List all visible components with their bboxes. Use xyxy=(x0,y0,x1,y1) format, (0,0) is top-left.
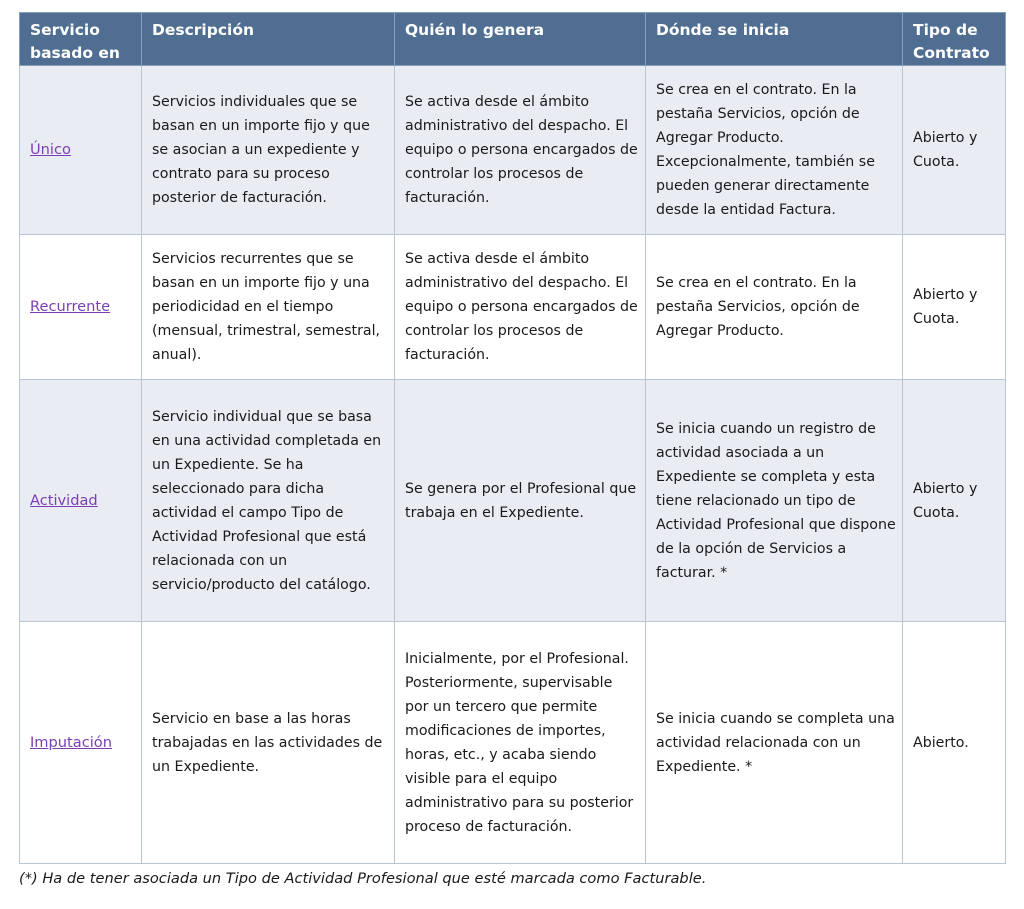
tipo-cell: Abierto y Cuota. xyxy=(903,380,1006,622)
table-row xyxy=(20,66,1006,235)
descripcion-cell: Servicio en base a las horas trabajadas en las actividades de un Expediente. xyxy=(142,622,395,864)
tipo-cell: Abierto y Cuota. xyxy=(903,235,1006,380)
table-header-row xyxy=(20,13,1006,66)
donde-cell: Se crea en el contrato. En la pestaña Servicios, opción de Agregar Producto. xyxy=(646,235,903,380)
servicio-link-recurrente[interactable]: Recurrente xyxy=(30,298,111,315)
descripcion-cell: Servicios individuales que se basan en un importe fijo y que se asocian a un expediente y contrato para su proceso posterior de facturación. xyxy=(142,66,395,235)
donde-cell: Se inicia cuando se completa una actividad relacionada con un Expediente. * xyxy=(646,622,903,864)
quien-cell: Se activa desde el ámbito administrativo del despacho. El equipo o persona encargados de controlar los procesos de facturación. xyxy=(395,235,646,380)
services-table xyxy=(19,12,1006,864)
header-donde: Dónde se inicia xyxy=(646,13,903,66)
donde-cell: Se inicia cuando un registro de actividad asociada a un Expediente se completa y esta tiene relacionado un tipo de Actividad Profesional que dispone de la opción de Servicios a facturar. * xyxy=(646,380,903,622)
donde-cell: Se crea en el contrato. En la pestaña Servicios, opción de Agregar Producto. Excepcionalmente, también se pueden generar directamente desde la entidad Factura. xyxy=(646,66,903,235)
quien-cell: Se activa desde el ámbito administrativo del despacho. El equipo o persona encargados de controlar los procesos de facturación. xyxy=(395,66,646,235)
table-row xyxy=(20,622,1006,864)
header-quien: Quién lo genera xyxy=(395,13,646,66)
tipo-cell: Abierto y Cuota. xyxy=(903,66,1006,235)
quien-cell: Inicialmente, por el Profesional. Posteriormente, supervisable por un tercero que permite modificaciones de importes, horas, etc., y acaba siendo visible para el equipo administrativo para su posterior proceso de facturación. xyxy=(395,622,646,864)
descripcion-cell: Servicio individual que se basa en una actividad completada en un Expediente. Se ha seleccionado para dicha actividad el campo Tipo de Actividad Profesional que está relacionada con un servicio/producto del catálogo. xyxy=(142,380,395,622)
servicio-link-imputacion[interactable]: Imputación xyxy=(30,733,112,751)
quien-cell: Se genera por el Profesional que trabaja en el Expediente. xyxy=(395,380,646,622)
footnote: (*) Ha de tener asociada un Tipo de Actividad Profesional que esté marcada como Facturable. xyxy=(19,870,707,887)
header-tipo: Tipo de Contrato xyxy=(903,13,1006,66)
servicio-cell[interactable] xyxy=(20,235,142,380)
table-row xyxy=(20,235,1006,380)
servicio-cell[interactable] xyxy=(20,622,142,864)
descripcion-cell: Servicios recurrentes que se basan en un importe fijo y una periodicidad en el tiempo (mensual, trimestral, semestral, anual). xyxy=(142,235,395,380)
tipo-cell: Abierto. xyxy=(903,622,1006,864)
header-servicio: Servicio basado en xyxy=(20,13,142,66)
table-row xyxy=(20,380,1006,622)
servicio-cell[interactable] xyxy=(20,380,142,622)
servicio-link-unico[interactable]: Único xyxy=(30,141,71,158)
header-descripcion: Descripción xyxy=(142,13,395,66)
servicio-link-actividad[interactable]: Actividad xyxy=(30,491,98,509)
servicio-cell[interactable] xyxy=(20,66,142,235)
